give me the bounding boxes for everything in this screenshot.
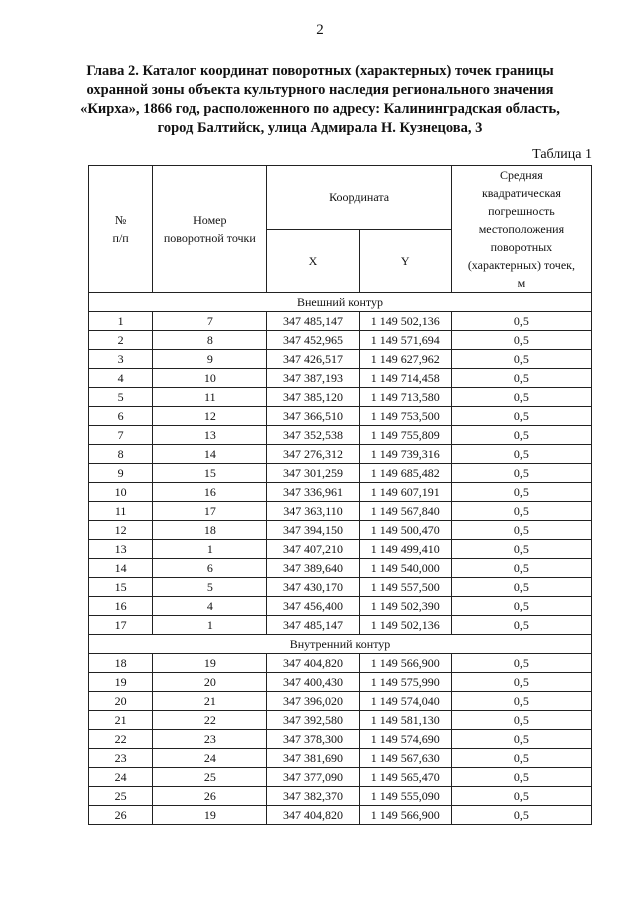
cell-error: 0,5 xyxy=(451,312,591,331)
cell-point: 25 xyxy=(153,768,267,787)
cell-point: 5 xyxy=(153,578,267,597)
table-row xyxy=(89,597,592,616)
header-error xyxy=(451,166,591,293)
cell-index: 7 xyxy=(89,426,153,445)
cell-point: 12 xyxy=(153,407,267,426)
table-row xyxy=(89,445,592,464)
cell-error: 0,5 xyxy=(451,654,591,673)
cell-x: 347 485,147 xyxy=(267,616,359,635)
cell-error: 0,5 xyxy=(451,445,591,464)
cell-error: 0,5 xyxy=(451,559,591,578)
cell-y: 1 149 713,580 xyxy=(359,388,451,407)
table-row xyxy=(89,350,592,369)
cell-error: 0,5 xyxy=(451,787,591,806)
cell-error: 0,5 xyxy=(451,369,591,388)
header-error-line: Средняя xyxy=(500,168,543,182)
cell-error: 0,5 xyxy=(451,616,591,635)
table-row xyxy=(89,464,592,483)
cell-x: 347 366,510 xyxy=(267,407,359,426)
cell-index: 5 xyxy=(89,388,153,407)
header-error-line: местоположения xyxy=(478,222,565,236)
cell-index: 11 xyxy=(89,502,153,521)
cell-point: 4 xyxy=(153,597,267,616)
cell-y: 1 149 565,470 xyxy=(359,768,451,787)
cell-index: 25 xyxy=(89,787,153,806)
cell-y: 1 149 557,500 xyxy=(359,578,451,597)
header-coordinate: Координата xyxy=(267,166,451,230)
table-row xyxy=(89,521,592,540)
cell-y: 1 149 502,390 xyxy=(359,597,451,616)
cell-index: 3 xyxy=(89,350,153,369)
cell-point: 7 xyxy=(153,312,267,331)
table-body-inner xyxy=(89,635,592,825)
cell-index: 23 xyxy=(89,749,153,768)
cell-x: 347 377,090 xyxy=(267,768,359,787)
table-row xyxy=(89,540,592,559)
cell-error: 0,5 xyxy=(451,388,591,407)
cell-error: 0,5 xyxy=(451,730,591,749)
header-number xyxy=(89,166,153,293)
cell-point: 6 xyxy=(153,559,267,578)
table-row xyxy=(89,369,592,388)
cell-x: 347 456,400 xyxy=(267,597,359,616)
cell-x: 347 392,580 xyxy=(267,711,359,730)
table-row xyxy=(89,483,592,502)
cell-y: 1 149 499,410 xyxy=(359,540,451,559)
cell-point: 22 xyxy=(153,711,267,730)
cell-y: 1 149 755,809 xyxy=(359,426,451,445)
cell-index: 1 xyxy=(89,312,153,331)
cell-y: 1 149 607,191 xyxy=(359,483,451,502)
cell-index: 22 xyxy=(89,730,153,749)
header-point-number xyxy=(153,166,267,293)
table-row xyxy=(89,331,592,350)
cell-index: 12 xyxy=(89,521,153,540)
cell-point: 1 xyxy=(153,616,267,635)
cell-error: 0,5 xyxy=(451,521,591,540)
cell-index: 15 xyxy=(89,578,153,597)
cell-x: 347 396,020 xyxy=(267,692,359,711)
cell-x: 347 382,370 xyxy=(267,787,359,806)
cell-index: 2 xyxy=(89,331,153,350)
table-row xyxy=(89,502,592,521)
cell-point: 11 xyxy=(153,388,267,407)
table-row xyxy=(89,806,592,825)
cell-x: 347 352,538 xyxy=(267,426,359,445)
cell-index: 10 xyxy=(89,483,153,502)
cell-error: 0,5 xyxy=(451,483,591,502)
cell-error: 0,5 xyxy=(451,711,591,730)
header-point-line: поворотной точки xyxy=(163,231,256,245)
cell-y: 1 149 753,500 xyxy=(359,407,451,426)
table-body xyxy=(89,293,592,635)
header-y: Y xyxy=(359,229,451,293)
cell-x: 347 485,147 xyxy=(267,312,359,331)
table-row xyxy=(89,768,592,787)
cell-index: 18 xyxy=(89,654,153,673)
table-row xyxy=(89,730,592,749)
section-inner-contour: Внутренний контур xyxy=(89,635,592,654)
cell-y: 1 149 714,458 xyxy=(359,369,451,388)
table-row xyxy=(89,654,592,673)
cell-y: 1 149 566,900 xyxy=(359,654,451,673)
cell-error: 0,5 xyxy=(451,768,591,787)
cell-point: 21 xyxy=(153,692,267,711)
cell-error: 0,5 xyxy=(451,407,591,426)
coordinates-table xyxy=(88,165,592,825)
cell-y: 1 149 574,040 xyxy=(359,692,451,711)
cell-point: 17 xyxy=(153,502,267,521)
table-row xyxy=(89,711,592,730)
page-number: 2 xyxy=(316,22,324,38)
cell-error: 0,5 xyxy=(451,426,591,445)
cell-y: 1 149 555,090 xyxy=(359,787,451,806)
cell-error: 0,5 xyxy=(451,502,591,521)
cell-error: 0,5 xyxy=(451,806,591,825)
table-row xyxy=(89,388,592,407)
table-row xyxy=(89,312,592,331)
cell-y: 1 149 685,482 xyxy=(359,464,451,483)
cell-y: 1 149 502,136 xyxy=(359,312,451,331)
cell-x: 347 404,820 xyxy=(267,654,359,673)
table-row xyxy=(89,749,592,768)
cell-point: 1 xyxy=(153,540,267,559)
cell-x: 347 426,517 xyxy=(267,350,359,369)
table-row xyxy=(89,787,592,806)
cell-index: 26 xyxy=(89,806,153,825)
cell-x: 347 400,430 xyxy=(267,673,359,692)
cell-y: 1 149 739,316 xyxy=(359,445,451,464)
cell-error: 0,5 xyxy=(451,350,591,369)
cell-index: 13 xyxy=(89,540,153,559)
cell-error: 0,5 xyxy=(451,464,591,483)
cell-point: 8 xyxy=(153,331,267,350)
cell-error: 0,5 xyxy=(451,540,591,559)
cell-index: 20 xyxy=(89,692,153,711)
cell-index: 4 xyxy=(89,369,153,388)
cell-y: 1 149 567,840 xyxy=(359,502,451,521)
cell-y: 1 149 627,962 xyxy=(359,350,451,369)
cell-x: 347 276,312 xyxy=(267,445,359,464)
heading-line: город Балтийск, улица Адмирала Н. Кузнецова, 3 xyxy=(157,120,483,136)
header-number-line: № xyxy=(114,213,127,227)
cell-point: 15 xyxy=(153,464,267,483)
header-error-line: м xyxy=(517,276,526,290)
cell-x: 347 381,690 xyxy=(267,749,359,768)
cell-x: 347 378,300 xyxy=(267,730,359,749)
cell-index: 6 xyxy=(89,407,153,426)
cell-error: 0,5 xyxy=(451,578,591,597)
cell-point: 10 xyxy=(153,369,267,388)
table-row xyxy=(89,578,592,597)
cell-index: 17 xyxy=(89,616,153,635)
cell-point: 9 xyxy=(153,350,267,369)
cell-error: 0,5 xyxy=(451,673,591,692)
cell-x: 347 389,640 xyxy=(267,559,359,578)
table-row xyxy=(89,673,592,692)
cell-x: 347 385,120 xyxy=(267,388,359,407)
section-outer-contour: Внешний контур xyxy=(89,293,592,312)
heading-line: Глава 2. Каталог координат поворотных (характерных) точек границы xyxy=(86,63,554,79)
cell-x: 347 301,259 xyxy=(267,464,359,483)
header-point-line: Номер xyxy=(193,213,227,227)
header-x: X xyxy=(267,229,359,293)
cell-point: 19 xyxy=(153,806,267,825)
cell-y: 1 149 574,690 xyxy=(359,730,451,749)
cell-error: 0,5 xyxy=(451,331,591,350)
cell-y: 1 149 581,130 xyxy=(359,711,451,730)
cell-index: 14 xyxy=(89,559,153,578)
cell-point: 13 xyxy=(153,426,267,445)
cell-y: 1 149 500,470 xyxy=(359,521,451,540)
chapter-heading xyxy=(70,62,570,138)
cell-x: 347 363,110 xyxy=(267,502,359,521)
heading-line: «Кирха», 1866 год, расположенного по адресу: Калининградская область, xyxy=(80,101,560,117)
cell-x: 347 407,210 xyxy=(267,540,359,559)
cell-point: 16 xyxy=(153,483,267,502)
cell-x: 347 452,965 xyxy=(267,331,359,350)
cell-y: 1 149 567,630 xyxy=(359,749,451,768)
cell-index: 19 xyxy=(89,673,153,692)
cell-error: 0,5 xyxy=(451,692,591,711)
table-row xyxy=(89,692,592,711)
header-error-line: (характерных) точек, xyxy=(467,258,575,272)
header-error-line: поворотных xyxy=(490,240,553,254)
cell-point: 19 xyxy=(153,654,267,673)
cell-x: 347 430,170 xyxy=(267,578,359,597)
cell-index: 8 xyxy=(89,445,153,464)
cell-point: 26 xyxy=(153,787,267,806)
heading-line: охранной зоны объекта культурного наследия регионального значения xyxy=(86,82,554,98)
cell-point: 14 xyxy=(153,445,267,464)
cell-index: 24 xyxy=(89,768,153,787)
cell-y: 1 149 571,694 xyxy=(359,331,451,350)
table-row xyxy=(89,616,592,635)
cell-index: 21 xyxy=(89,711,153,730)
cell-x: 347 336,961 xyxy=(267,483,359,502)
cell-point: 18 xyxy=(153,521,267,540)
cell-point: 20 xyxy=(153,673,267,692)
cell-x: 347 394,150 xyxy=(267,521,359,540)
table-row xyxy=(89,559,592,578)
header-number-line: п/п xyxy=(112,231,129,245)
header-error-line: погрешность xyxy=(488,204,555,218)
header-error-line: квадратическая xyxy=(481,186,561,200)
cell-y: 1 149 575,990 xyxy=(359,673,451,692)
cell-index: 9 xyxy=(89,464,153,483)
table-caption: Таблица 1 xyxy=(532,147,592,162)
table-row xyxy=(89,426,592,445)
cell-y: 1 149 566,900 xyxy=(359,806,451,825)
cell-x: 347 387,193 xyxy=(267,369,359,388)
cell-point: 24 xyxy=(153,749,267,768)
cell-index: 16 xyxy=(89,597,153,616)
table-row xyxy=(89,407,592,426)
cell-error: 0,5 xyxy=(451,597,591,616)
cell-x: 347 404,820 xyxy=(267,806,359,825)
cell-point: 23 xyxy=(153,730,267,749)
cell-y: 1 149 502,136 xyxy=(359,616,451,635)
cell-error: 0,5 xyxy=(451,749,591,768)
cell-y: 1 149 540,000 xyxy=(359,559,451,578)
